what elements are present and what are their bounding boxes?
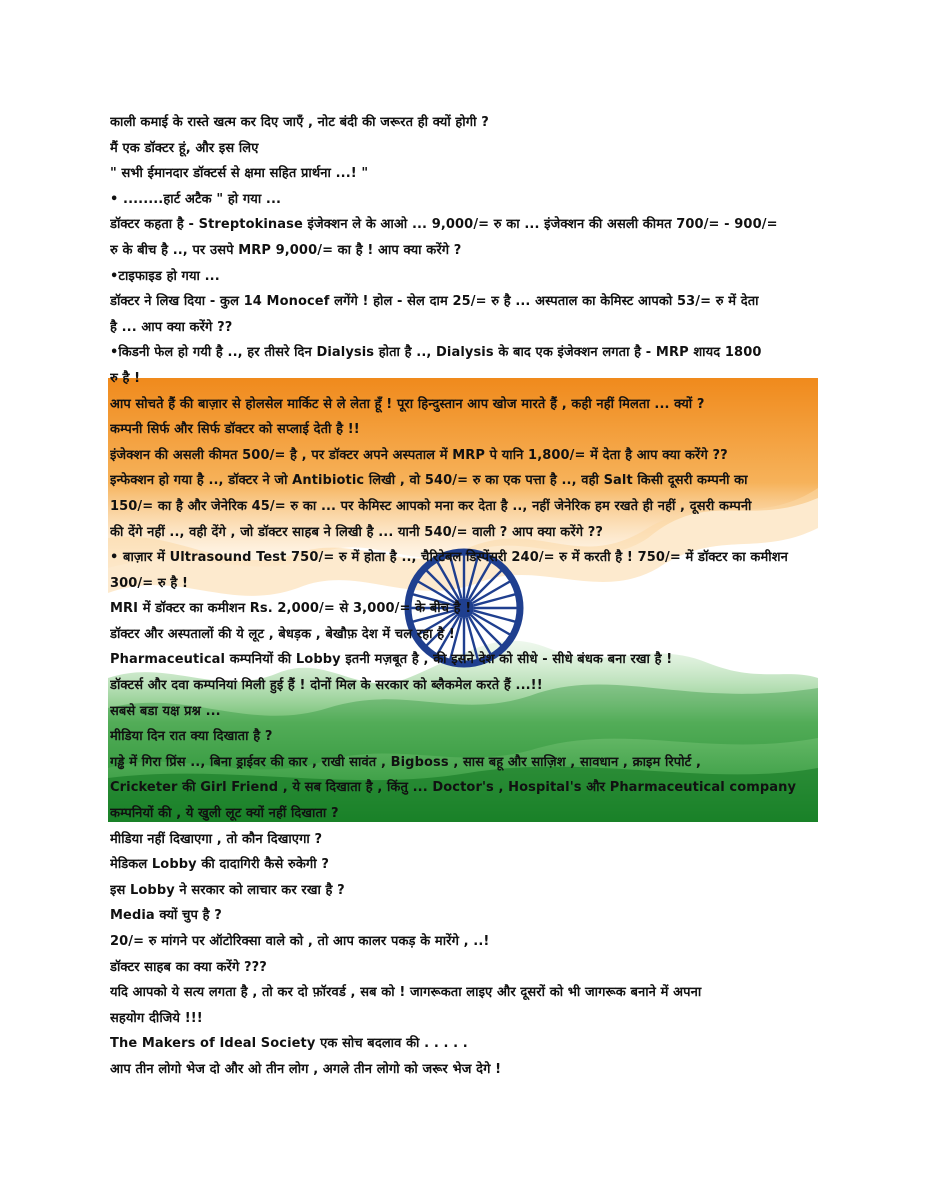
text-line: डॉक्टर और अस्पतालों की ये लूट , बेधड़क , बेखौफ़ देश में चल रहा है !: [110, 626, 455, 642]
text-line: यदि आपको ये सत्य लगता है , तो कर दो फ़ॉरवर्ड , सब को ! जागरूकता लाइए और दूसरों को भी जागरूक बनाने में अपना: [110, 985, 702, 1001]
text-line: • बाज़ार में Ultrasound Test 750/= रु में होता है .., चैरिटेबल डिस्पेंसरी 240/= रु में करती है ! 750/= में डॉक्टर का कमीशन: [110, 550, 788, 566]
text-line: Pharmaceutical कम्पनियों की Lobby इतनी मज़बूत है , की इसने देश को सीधे - सीधे बंधक बना रखा है !: [110, 652, 673, 668]
text-line: डॉक्टर ने लिख दिया - कुल 14 Monocef लगेंगे ! होल - सेल दाम 25/= रु है ... अस्पताल का केमिस्ट आपको 53/= रु में देता: [110, 294, 759, 310]
text-line: इन्फेक्शन हो गया है .., डॉक्टर ने जो Antibiotic लिखी , वो 540/= रु का एक पत्ता है .., वही Salt किसी दूसरी कम्पनी का: [110, 473, 748, 489]
text-line: सहयोग दीजिये !!!: [110, 1010, 203, 1026]
text-line: है ... आप क्या करेंगे ??: [110, 319, 233, 335]
text-line: 300/= रु है !: [110, 575, 189, 591]
text-line: •टाइफाइड हो गया ...: [110, 268, 220, 284]
text-line: डॉक्टर्स और दवा कम्पनियां मिली हुई हैं ! दोनों मिल के सरकार को ब्लैकमेल करते हैं ...!!: [110, 678, 543, 694]
text-line: 20/= रु मांगने पर ऑटोरिक्सा वाले को , तो आप कालर पकड़ के मारेंगे , ..!: [110, 934, 490, 949]
text-line: डॉक्टर कहता है - Streptokinase इंजेक्शन ले के आओ ... 9,000/= रु का ... इंजेक्शन की असली कीमत 700/= - 900/=: [110, 217, 778, 233]
text-line: •किडनी फेल हो गयी है .., हर तीसरे दिन Dialysis होता है .., Dialysis के बाद एक इंजेक्शन लगता है - MRP शायद 1800: [110, 345, 762, 361]
text-line: आप सोचते हैं की बाज़ार से होलसेल मार्किट से ले लेता हूँ ! पूरा हिन्दुस्तान आप खोज मारते हैं , कही नहीं मिलता ... क्यों ?: [110, 396, 705, 412]
text-line: काली कमाई के रास्ते खत्म कर दिए जाएँ , नोट बंदी की जरूरत ही क्यों होगी ?: [110, 115, 489, 130]
text-line: " सभी ईमानदार डॉक्टर्स से क्षमा सहित प्रार्थना ...! ": [110, 166, 369, 182]
text-line: मीडिया दिन रात क्या दिखाता है ?: [110, 729, 273, 745]
text-line: इंजेक्शन की असली कीमत 500/= है , पर डॉक्टर अपने अस्पताल में MRP पे यानि 1,800/= में देता है आप क्या करेंगे ??: [110, 447, 728, 463]
text-line: • ........हार्ट अटैक " हो गया ...: [110, 191, 282, 207]
text-line: रु के बीच है .., पर उसपे MRP 9,000/= का है ! आप क्या करेंगे ?: [110, 242, 462, 258]
text-line: गड्ढे में गिरा प्रिंस .., बिना ड्राईवर की कार , राखी सावंत , Bigboss , सास बहू और साज़िश , सावधान , क्राइम रिपोर्ट ,: [110, 754, 701, 770]
text-line: रु है !: [110, 370, 141, 386]
text-line: सबसे बडा यक्ष प्रश्न ...: [110, 703, 221, 719]
text-line: Cricketer की Girl Friend , ये सब दिखाता है , किंतु ... Doctor's , Hospital's और Pharmaceutical company: [110, 780, 797, 796]
document-body: [110, 110, 822, 1083]
text-line: आप तीन लोगो भेज दो और ओ तीन लोग , अगले तीन लोगो को जरूर भेज देगे !: [110, 1061, 502, 1077]
text-line: मेडिकल Lobby की दादागिरी कैसे रुकेगी ?: [110, 857, 329, 873]
text-line: MRI में डॉक्टर का कमीशन Rs. 2,000/= से 3,000/= के बीच है !: [110, 601, 472, 617]
text-line: मैं एक डॉक्टर हूं, और इस लिए: [110, 140, 259, 156]
text-line: डॉक्टर साहब का क्या करेंगे ???: [110, 959, 267, 975]
text-line: इस Lobby ने सरकार को लाचार कर रखा है ?: [110, 882, 345, 898]
text-line: 150/= का है और जेनेरिक 45/= रु का ... पर केमिस्ट आपको मना कर देता है .., नहीं जेनेरिक हम रखते ही नहीं , दूसरी कम्पनी: [110, 498, 752, 514]
text-line: मीडिया नहीं दिखाएगा , तो कौन दिखाएगा ?: [110, 831, 323, 847]
text-line: The Makers of Ideal Society एक सोच बदलाव की . . . . .: [110, 1036, 468, 1052]
text-line: Media क्यों चुप है ?: [110, 908, 222, 924]
text-line: कम्पनियों की , ये खुली लूट क्यों नहीं दिखाता ?: [110, 806, 339, 822]
text-line: कम्पनी सिर्फ और सिर्फ डॉक्टर को सप्लाई देती है !!: [110, 422, 360, 438]
text-line: की देंगे नहीं .., वही देंगे , जो डॉक्टर साहब ने लिखी है ... यानी 540/= वाली ? आप क्या करेंगे ??: [110, 524, 604, 540]
